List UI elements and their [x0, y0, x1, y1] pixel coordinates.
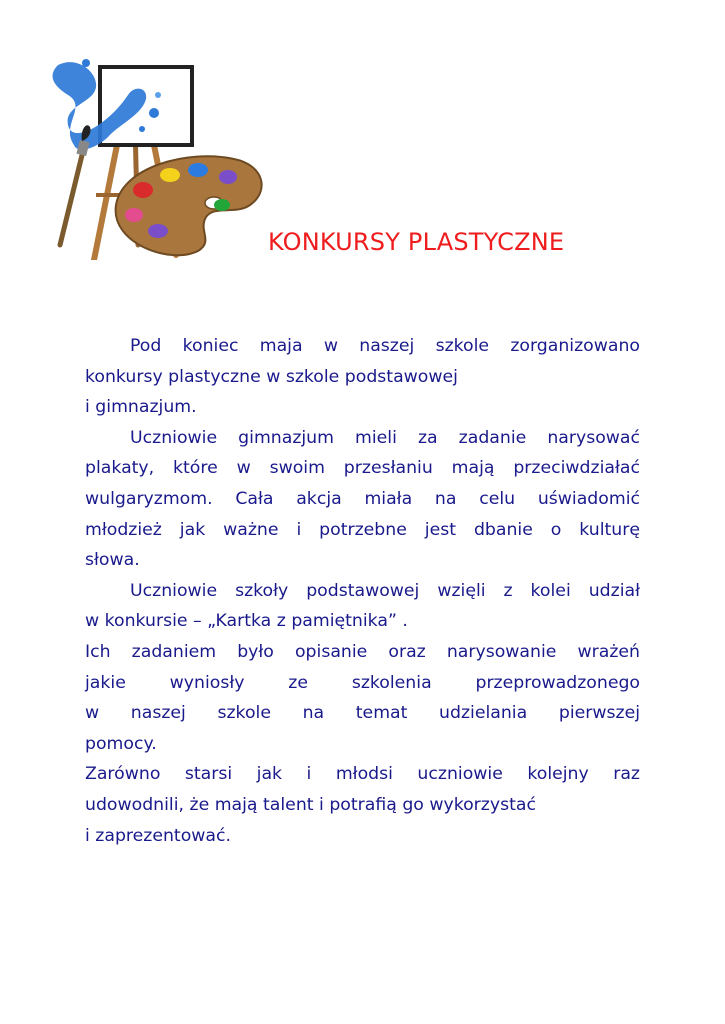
text-line: konkursy plastyczne w szkole podstawowej — [85, 366, 458, 387]
easel-palette-illustration — [38, 55, 270, 260]
text-line: Zarówno starsi jak i młodsi uczniowie kolejny raz — [85, 764, 640, 785]
text-line: jakie wyniosły ze szkolenia przeprowadzonego — [85, 672, 640, 693]
text-line: udowodnili, że mają talent i potrafią go wykorzystać — [85, 794, 536, 815]
text-line: Ich zadaniem było opisanie oraz narysowanie wrażeń — [85, 641, 640, 662]
text-line: młodzież jak ważne i potrzebne jest dbanie o kulturę — [85, 519, 640, 540]
text-line: wulgaryzmom. Cała akcja miała na celu uświadomić — [85, 488, 640, 509]
page-title: KONKURSY PLASTYCZNE — [268, 228, 565, 256]
text-line: pomocy. — [85, 733, 157, 754]
text-line: w konkursie – „Kartka z pamiętnika” . — [85, 611, 408, 632]
text-line: i gimnazjum. — [85, 397, 197, 418]
text-line: Uczniowie gimnazjum mieli za zadanie narysować — [130, 427, 640, 448]
text-line: plakaty, które w swoim przesłaniu mają przeciwdziałać — [85, 458, 640, 479]
text-line: i zaprezentować. — [85, 825, 232, 846]
text-line: w naszej szkole na temat udzielania pierwszej — [85, 703, 640, 724]
text-line: Pod koniec maja w naszej szkole zorganizowano — [130, 336, 640, 356]
text-line: Uczniowie szkoły podstawowej wzięli z kolei udział — [130, 580, 640, 601]
text-line: słowa. — [85, 550, 140, 571]
art-icon — [38, 55, 270, 260]
article-body — [85, 331, 640, 851]
